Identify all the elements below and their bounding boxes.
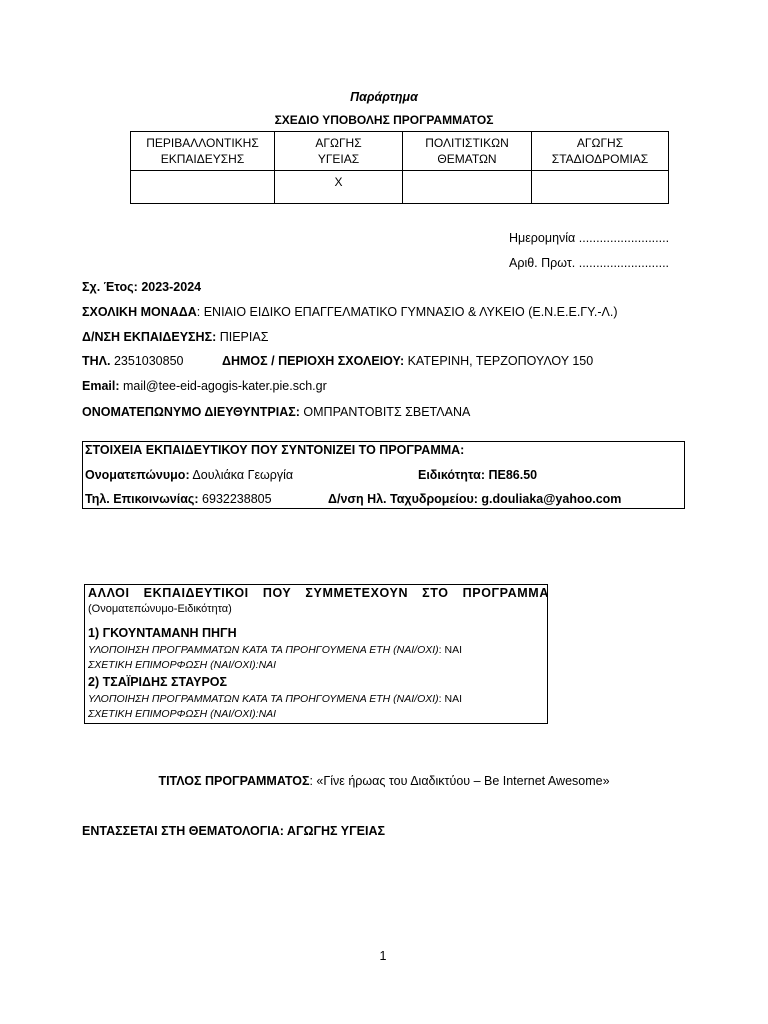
- participant-2-name: 2) ΤΣΑΪΡΙΔΗΣ ΣΤΑΥΡΟΣ: [88, 675, 228, 689]
- theme-header-health: ΑΓΩΓΗΣ ΥΓΕΙΑΣ: [275, 132, 403, 171]
- page-number: 1: [379, 949, 387, 963]
- themes-table: [130, 131, 669, 204]
- thematic-line: ΕΝΤΑΣΣΕΤΑΙ ΣΤΗ ΘΕΜΑΤΟΛΟΓΙΑ: ΑΓΩΓΗΣ ΥΓΕΙΑΣ: [82, 824, 385, 838]
- school-year-label: Σχ. Έτος:: [82, 280, 138, 294]
- school-unit-label: ΣΧΟΛΙΚΗ ΜΟΝΑΔΑ: [82, 305, 197, 319]
- participant-2-implementation-value: : ΝΑΙ: [438, 693, 463, 705]
- coordinator-email-value: g.douliaka@yahoo.com: [477, 492, 622, 506]
- appendix-title: Παράρτημα: [350, 90, 418, 104]
- theme-header-cultural: ΠΟΛΙΤΙΣΤΙΚΩΝ ΘΕΜΑΤΩΝ: [403, 132, 532, 171]
- school-year-value: 2023-2024: [137, 280, 202, 294]
- phone-line: [82, 354, 183, 368]
- coordinator-name-value: Δουλιάκα Γεωργία: [189, 468, 294, 482]
- school-unit-value: : ΕΝΙΑΙΟ ΕΙΔΙΚΟ ΕΠΑΓΓΕΛΜΑΤΙΚΟ ΓΥΜΝΑΣΙΟ & ΛΥΚΕΙΟ (Ε.Ν.Ε.Ε.ΓΥ.-Λ.): [196, 305, 618, 319]
- coordinator-box: [82, 441, 685, 509]
- municipality-label: ΔΗΜΟΣ / ΠΕΡΙΟΧΗ ΣΧΟΛΕΙΟΥ:: [222, 354, 405, 368]
- theme-header-career: ΑΓΩΓΗΣ ΣΤΑΔΙΟΔΡΟΜΙΑΣ: [532, 132, 669, 171]
- participant-1-name: 1) ΓΚΟΥΝΤΑΜΑΝΗ ΠΗΓΗ: [88, 626, 237, 640]
- email-label: Email:: [82, 379, 120, 393]
- theme-mark-cultural: [403, 171, 532, 204]
- coordinator-phone-value: 6932238805: [198, 492, 272, 506]
- participants-box: [84, 584, 548, 724]
- phone-label: ΤΗΛ.: [82, 354, 111, 368]
- coordinator-heading: ΣΤΟΙΧΕΙΑ ΕΚΠΑΙΔΕΥΤΙΚΟΥ ΠΟΥ ΣΥΝΤΟΝΙΖΕΙ ΤΟ ΠΡΟΓΡΑΜΜΑ:: [85, 443, 465, 457]
- date-line: Ημερομηνία ..........................: [509, 231, 670, 245]
- coordinator-name-label: Ονοματεπώνυμο:: [85, 468, 190, 482]
- protocol-line: Αριθ. Πρωτ. ..........................: [509, 256, 670, 270]
- phone-value: 2351030850: [110, 354, 184, 368]
- participant-1-implementation-label: ΥΛΟΠΟΙΗΣΗ ΠΡΟΓΡΑΜΜΑΤΩΝ ΚΑΤΑ ΤΑ ΠΡΟΗΓΟΥΜΕΝΑ ΕΤΗ (ΝΑΙ/ΟΧΙ): [88, 644, 439, 656]
- education-dir-value: ΠΙΕΡΙΑΣ: [216, 330, 269, 344]
- coordinator-phone-label: Τηλ. Επικοινωνίας:: [85, 492, 199, 506]
- participants-heading: ΑΛΛΟΙ ΕΚΠΑΙΔΕΥΤΙΚΟΙ ΠΟΥ ΣΥΜΜΕΤΕΧΟΥΝ ΣΤΟ ΠΡΟΓΡΑΜΜΑ: [88, 586, 549, 600]
- program-title-line: [0, 774, 768, 788]
- coordinator-email-line: [328, 492, 621, 506]
- participants-subheading: (Ονοματεπώνυμο-Ειδικότητα): [88, 603, 232, 615]
- school-year-line: [82, 280, 201, 294]
- director-line: [82, 405, 470, 419]
- coordinator-name-line: [85, 468, 293, 482]
- theme-mark-health: Χ: [275, 171, 403, 204]
- participant-2-implementation-line: [88, 693, 462, 705]
- plan-title: ΣΧΕΔΙΟ ΥΠΟΒΟΛΗΣ ΠΡΟΓΡΑΜΜΑΤΟΣ: [274, 113, 494, 127]
- director-value: ΟΜΠΡΑΝΤΟΒΙΤΣ ΣΒΕΤΛΑΝΑ: [299, 405, 471, 419]
- email-line: [82, 379, 327, 393]
- participant-2-training: ΣΧΕΤΙΚΗ ΕΠΙΜΟΡΦΩΣΗ (ΝΑΙ/ΟΧΙ):ΝΑΙ: [88, 708, 277, 720]
- education-dir-line: [82, 330, 268, 344]
- municipality-value: ΚΑΤΕΡΙΝΗ, ΤΕΡΖΟΠΟΥΛΟΥ 150: [404, 354, 594, 368]
- theme-mark-career: [532, 171, 669, 204]
- coordinator-email-label: Δ/νση Ηλ. Ταχυδρομείου:: [328, 492, 478, 506]
- program-title-value: : «Γίνε ήρωας του Διαδικτύου – Be Internet Awesome»: [309, 774, 610, 788]
- school-unit-line: [82, 305, 618, 319]
- participant-1-implementation-value: : ΝΑΙ: [438, 644, 463, 656]
- coordinator-phone-line: [85, 492, 272, 506]
- director-label: ΟΝΟΜΑΤΕΠΩΝΥΜΟ ΔΙΕΥΘΥΝΤΡΙΑΣ:: [82, 405, 300, 419]
- coordinator-specialty-line: [418, 468, 537, 482]
- program-title-label: ΤΙΤΛΟΣ ΠΡΟΓΡΑΜΜΑΤΟΣ: [158, 774, 310, 788]
- participant-1-training: ΣΧΕΤΙΚΗ ΕΠΙΜΟΡΦΩΣΗ (ΝΑΙ/ΟΧΙ):ΝΑΙ: [88, 659, 277, 671]
- participant-2-implementation-label: ΥΛΟΠΟΙΗΣΗ ΠΡΟΓΡΑΜΜΑΤΩΝ ΚΑΤΑ ΤΑ ΠΡΟΗΓΟΥΜΕΝΑ ΕΤΗ (ΝΑΙ/ΟΧΙ): [88, 693, 439, 705]
- theme-header-environmental: ΠΕΡΙΒΑΛΛΟΝΤΙΚΗΣ ΕΚΠΑΙΔΕΥΣΗΣ: [131, 132, 275, 171]
- participant-1-implementation-line: [88, 644, 462, 656]
- theme-mark-environmental: [131, 171, 275, 204]
- email-value: mail@tee-eid-agogis-kater.pie.sch.gr: [119, 379, 327, 393]
- themes-table-header-row: [131, 132, 669, 171]
- education-dir-label: Δ/ΝΣΗ ΕΚΠΑΙΔΕΥΣΗΣ:: [82, 330, 217, 344]
- municipality-line: [222, 354, 593, 368]
- themes-table-mark-row: [131, 171, 669, 204]
- coordinator-specialty-label: Ειδικότητα:: [418, 468, 485, 482]
- coordinator-specialty-value: ΠΕ86.50: [485, 468, 538, 482]
